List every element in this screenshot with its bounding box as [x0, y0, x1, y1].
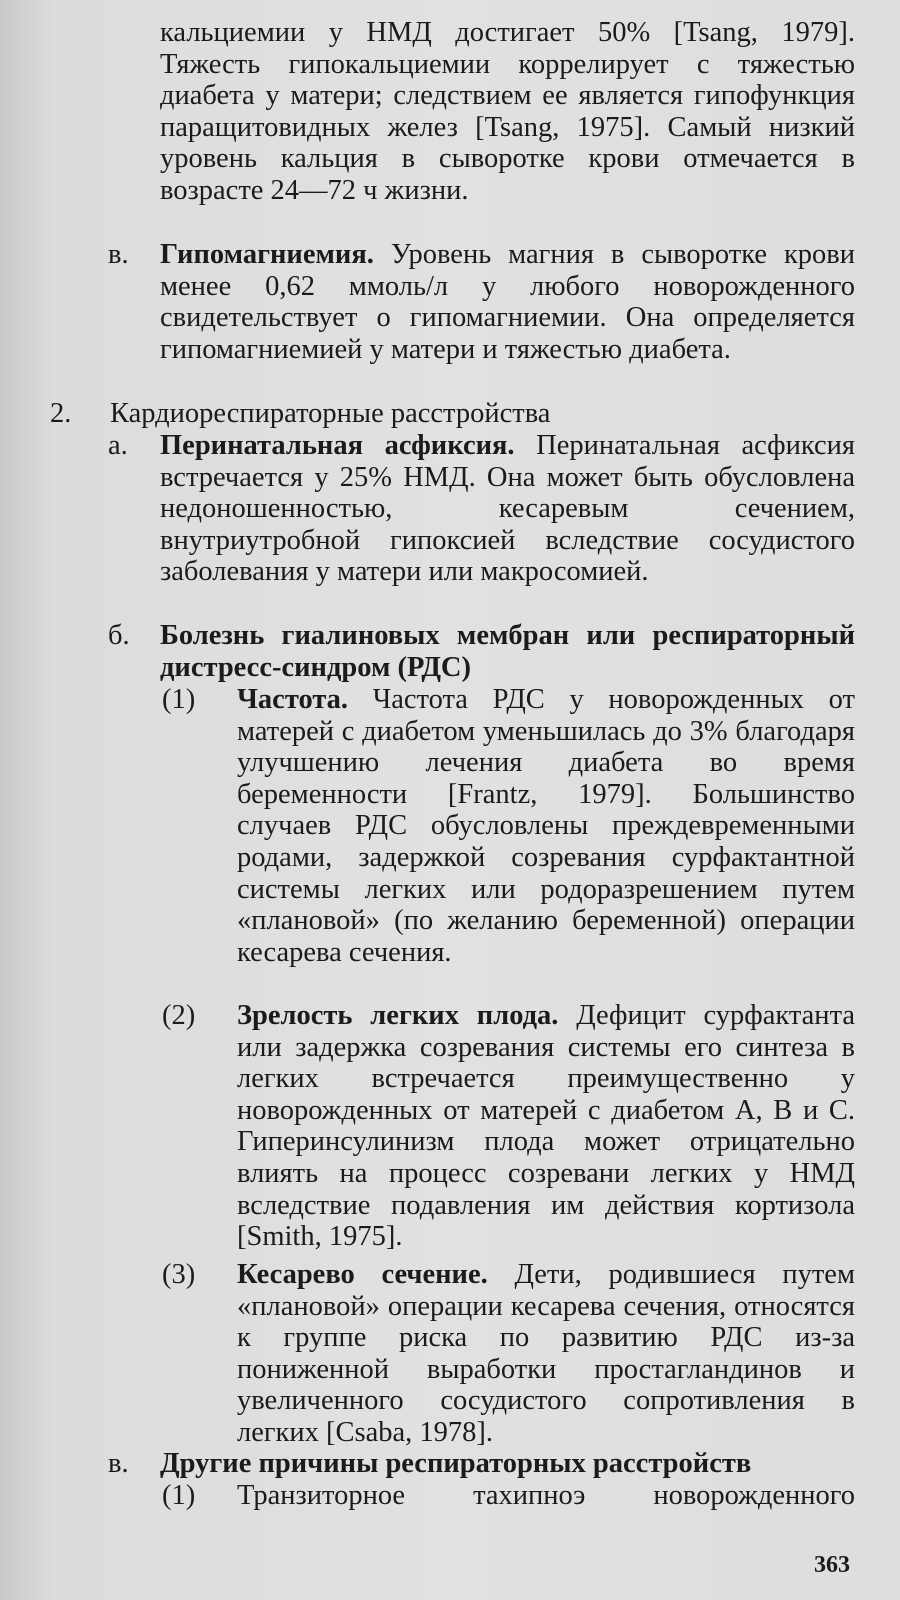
subitem-2-lung-maturity — [162, 1000, 856, 1253]
subitem-1-transient-tachypnea — [162, 1480, 855, 1512]
list-marker: (1) — [162, 1480, 196, 1511]
item-text: Уровень магния в сыворотке крови менее 0,62 ммоль/л у любого новорожденного свидетельствует о гипомагниемии. Она определяется гипомагниемией у матери и тяжестью диабета. — [160, 239, 855, 365]
list-marker: (1) — [162, 684, 196, 715]
section-marker: 2. — [50, 398, 72, 429]
paragraph-hypocalcemia-continued — [160, 17, 855, 207]
subitem-3-cesarean — [162, 1259, 855, 1449]
item-title: Кесарево сечение. — [237, 1259, 488, 1290]
item-v-hypomagnesemia — [108, 239, 855, 365]
page-number: 363 — [814, 1552, 850, 1578]
item-title: Гипомагниемия. — [160, 239, 374, 270]
item-a-perinatal-asphyxia — [108, 430, 855, 588]
item-text: Транзиторное тахипноэ новорожденного — [237, 1480, 855, 1511]
item-v-other-causes — [108, 1448, 855, 1480]
item-title: Перинатальная асфиксия. — [160, 430, 515, 461]
list-marker: (3) — [162, 1259, 196, 1290]
subitem-1-frequency — [162, 684, 855, 968]
item-b-hyaline-membrane — [108, 620, 855, 683]
item-text: Дефицит сурфактанта или задержка созревания системы его синтеза в легких встречается преимущественно у новорожденных от матерей с диабетом А, В и С. Гиперинсулинизм плода может отрицательно влиять на процесс созревани легких у НМД вследствие подавления им действия кортизола [Smith, 1975]. — [237, 1000, 856, 1253]
item-title: Болезнь гиалиновых мембран или респираторный дистресс-синдром (РДС) — [160, 620, 855, 683]
list-marker: в. — [108, 1448, 129, 1479]
list-marker: а. — [108, 430, 128, 461]
item-title: Зрелость легких плода. — [237, 1000, 559, 1031]
section-title: Кардиореспираторные расстройства — [110, 398, 551, 429]
item-text: Перинатальная асфиксия встречается у 25% НМД. Она может быть обусловлена недоношенностью, кесаревым сечением, внутриутробной гипоксией вследствие сосудистого заболевания у матери или макросомией. — [160, 430, 855, 588]
list-marker: (2) — [162, 1000, 196, 1031]
section-2-cardiorespiratory — [50, 398, 855, 430]
list-marker: в. — [108, 239, 129, 270]
item-text: Частота РДС у новорожденных от матерей с диабетом уменьшилась до 3% благодаря улучшению лечения диабета во время беременности [Frantz, 1979]. Большинство случаев РДС обусловлены преждевременными родами, задержкой созревания сурфактантной системы легких или родоразрешением путем «плановой» (по желанию беременной) операции кесарева сечения. — [237, 684, 855, 968]
item-title: Частота. — [237, 684, 349, 715]
paragraph-text: кальциемии у НМД достигает 50% [Tsang, 1979]. Тяжесть гипокальциемии коррелирует с тяжестью диабета у матери; следствием ее является гипофункция паращитовидных желез [Tsang, 1975]. Самый низкий уровень кальция в сыворотке крови отмечается в возрасте 24—72 ч жизни. — [160, 17, 855, 206]
list-marker: б. — [108, 620, 130, 651]
item-text: Дети, родившиеся путем «плановой» операции кесарева сечения, относятся к группе риска по развитию РДС из-за пониженной выработки простагландинов и увеличенного сосудистого сопротивления в легких [Csaba, 1978]. — [237, 1259, 855, 1448]
item-title: Другие причины респираторных расстройств — [160, 1448, 752, 1479]
